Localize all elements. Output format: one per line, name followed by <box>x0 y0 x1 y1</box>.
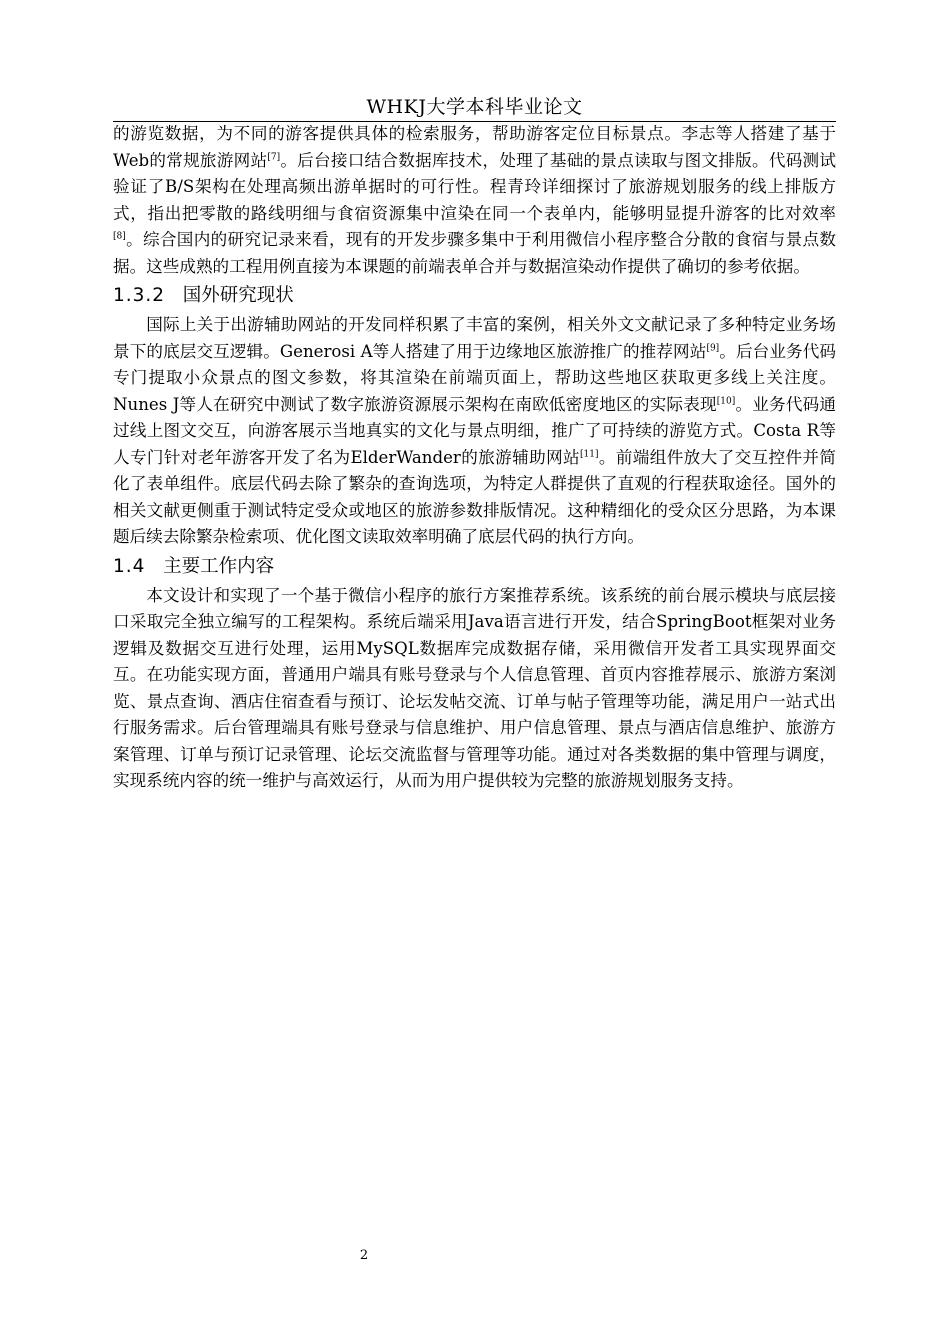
paragraph-text: 的游览数据，为不同的游客提供具体的检索服务，帮助游客定位目标景点。李志等人搭建了基于Web的常规旅游网站 <box>113 124 836 170</box>
section-heading-1-4 <box>113 551 836 583</box>
section-number: 1.3.2 <box>113 285 166 306</box>
citation-marker: [8] <box>113 231 126 242</box>
citation-marker: [10] <box>716 395 736 406</box>
paragraph-domestic-research-continued <box>113 121 836 280</box>
running-header: WHKJ大学本科毕业论文 <box>366 96 583 118</box>
paragraph-text: 。后台业务代码专门提取小众景点的图文参数，将其渲染在前端页面上，帮助这些地区获取更多线上关注度。Nunes J等人在研究中测试了数字旅游资源展示架构在南欧低密度地区的实际表现 <box>113 341 837 414</box>
page-number: 2 <box>359 1248 369 1263</box>
paragraph-text: 。后台接口结合数据库技术，处理了基础的景点读取与图文排版。代码测试验证了B/S架构在处理高频出游单据时的可行性。程青玲详细探讨了旅游规划服务的线上排版方式，指出把零散的路线明细与食宿资源集中渲染在同一个表单内，能够明显提升游客的比对效率 <box>113 150 836 223</box>
section-title: 主要工作内容 <box>163 555 275 577</box>
paragraph-text: 本文设计和实现了一个基于微信小程序的旅行方案推荐系统。该系统的前台展示模块与底层接口采取完全独立编写的工程架构。系统后端采用Java语言进行开发，结合SpringBoot框架对业务逻辑及数据交互进行处理，运用MySQL数据库完成数据存储，采用微信开发者工具实现界面交互。在功能实现方面，普通用户端具有账号登录与个人信息管理、首页内容推荐展示、旅游方案浏览、景点查询、酒店住宿查看与预订、论坛发帖交流、订单与帖子管理等功能，满足用户一站式出行服务需求。后台管理端具有账号登录与信息维护、用户信息管理、景点与酒店信息维护、旅游方案管理、订单与预订记录管理、论坛交流监督与管理等功能。通过对各类数据的集中管理与调度，实现系统内容的统一维护与高效运行，从而为用户提供较为完整的旅游规划服务支持。 <box>113 585 836 790</box>
paragraph-main-work <box>113 583 836 795</box>
section-heading-1-3-2 <box>113 280 836 312</box>
paragraph-text: 。前端组件放大了交互控件并简化了表单组件。底层代码去除了繁杂的查询选项，为特定人群提供了直观的行程获取途径。国外的相关文献更侧重于测试特定受众或地区的旅游参数排版情况。这种精细化的受众区分思路，为本课题后续去除繁杂检索项、优化图文读取效率明确了底层代码的执行方向。 <box>113 447 836 546</box>
paragraph-foreign-research <box>113 312 836 551</box>
citation-marker: [9] <box>706 342 720 353</box>
section-number: 1.4 <box>113 555 146 577</box>
paragraph-text: 。综合国内的研究记录来看，现有的开发步骤多集中于利用微信小程序整合分散的食宿与景点数据。这些成熟的工程用例直接为本课题的前端表单合并与数据渲染动作提供了确切的参考依据。 <box>113 230 836 276</box>
page-body <box>113 121 836 795</box>
section-title: 国外研究现状 <box>182 285 294 306</box>
citation-marker: [11] <box>580 448 599 459</box>
paragraph-text: 国际上关于出游辅助网站的开发同样积累了丰富的案例，相关外文文献记录了多种特定业务场景下的底层交互逻辑。Generosi A等人搭建了用于边缘地区旅游推广的推荐网站 <box>113 315 836 361</box>
citation-marker: [7] <box>267 151 281 162</box>
paragraph-text: 。业务代码通过线上图文交互，向游客展示当地真实的文化与景点明细，推广了可持续的游览方式。Costa R等人专门针对老年游客开发了名为ElderWander的旅游辅助网站 <box>113 394 837 467</box>
